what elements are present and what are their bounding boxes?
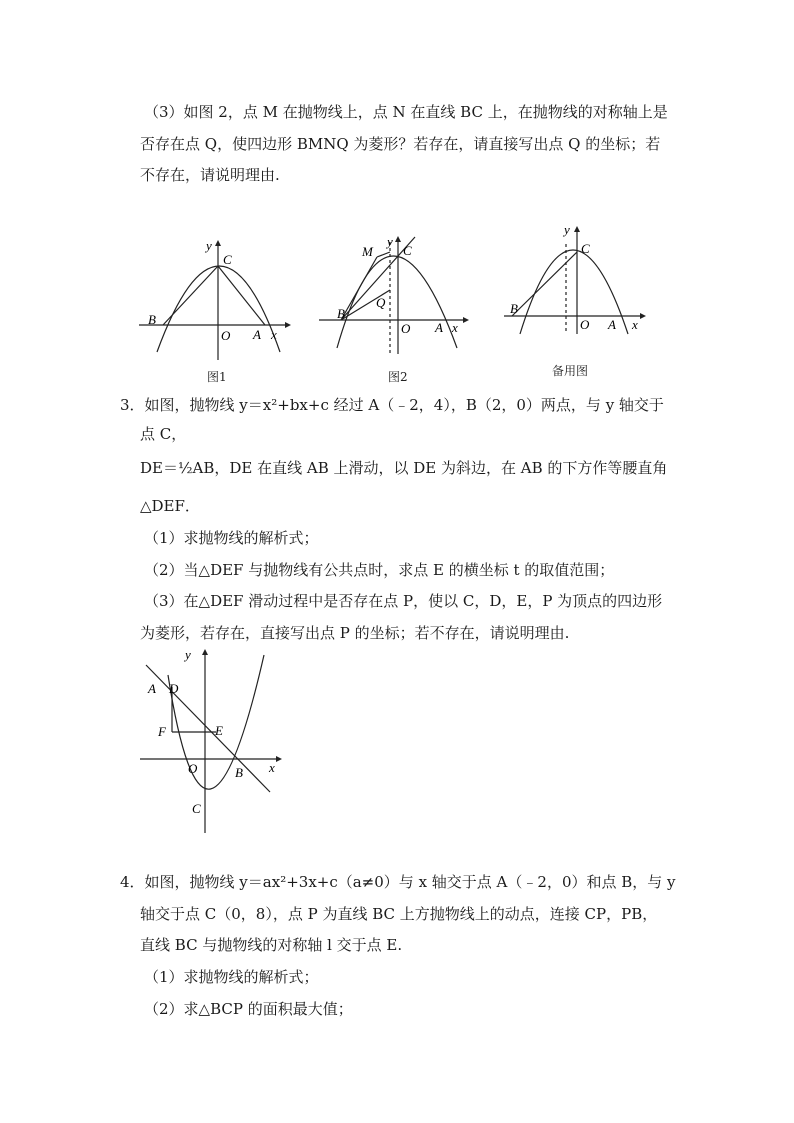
q3-line2: 点 C， <box>140 425 187 443</box>
fig3-b-label: B <box>510 301 518 316</box>
figure-q3-graphic <box>138 645 288 835</box>
fig3-o-label: O <box>580 317 590 332</box>
figure-1-graphic <box>135 232 295 362</box>
q3-line3: DE＝½AB，DE 在直线 AB 上滑动，以 DE 为斜边，在 AB 的下方作等腰直角 <box>140 459 668 477</box>
figure-1 <box>135 232 295 366</box>
q2-part3-line2: 否存在点 Q，使四边形 BMNQ 为菱形？若存在，请直接写出点 Q 的坐标；若 <box>140 135 661 153</box>
fig2-m-label: M <box>362 244 373 259</box>
fig1-b-label: B <box>148 312 156 327</box>
fig1-c-label: C <box>223 252 232 267</box>
figure-q3 <box>138 645 288 839</box>
figq3-b-label: B <box>235 765 243 780</box>
fig3-c-label: C <box>581 241 590 256</box>
figure-3-graphic <box>500 222 660 352</box>
figure-3 <box>500 222 660 356</box>
figq3-y-label: y <box>185 647 191 662</box>
q3-part2: （2）当△DEF 与抛物线有公共点时，求点 E 的横坐标 t 的取值范围； <box>144 561 615 579</box>
fig3-y-label: y <box>564 222 570 237</box>
q4-part2: （2）求△BCP 的面积最大值； <box>144 1000 353 1018</box>
q3-part1: （1）求抛物线的解析式； <box>144 529 319 547</box>
fig1-y-label: y <box>206 238 212 253</box>
fig1-caption: 图1 <box>207 370 227 384</box>
figq3-x-label: x <box>269 760 275 775</box>
fig2-a-label: A <box>435 320 443 335</box>
figure-2 <box>315 232 475 366</box>
figq3-c-label: C <box>192 801 201 816</box>
figq3-a-label: A <box>148 681 156 696</box>
fig2-q-label: Q <box>376 295 386 310</box>
figq3-f-label: F <box>158 724 166 739</box>
fig2-x-label: x <box>452 320 458 335</box>
q3-line1: 3．如图，抛物线 y＝x²+bx+c 经过 A（﹣2，4），B（2，0）两点，与 y 轴交于 <box>120 396 664 414</box>
fig3-a-label: A <box>608 317 616 332</box>
q2-part3-line3: 不存在，请说明理由. <box>140 166 280 184</box>
q4-part1: （1）求抛物线的解析式； <box>144 968 319 986</box>
q4-line3: 直线 BC 与抛物线的对称轴 l 交于点 E. <box>140 936 403 954</box>
q3-part3b: 为菱形，若存在，直接写出点 P 的坐标；若不存在，请说明理由. <box>140 624 570 642</box>
fig2-b-label: B <box>337 306 345 321</box>
q3-line4: △DEF． <box>140 497 200 515</box>
q4-line1: 4．如图，抛物线 y＝ax²+3x+c（a≠0）与 x 轴交于点 A（﹣2，0）和点 B，与 y <box>120 873 676 891</box>
q3-part3a: （3）在△DEF 滑动过程中是否存在点 P，使以 C，D，E，P 为顶点的四边形 <box>144 592 663 610</box>
fig1-x-label: x <box>271 327 277 342</box>
fig2-y-label: y <box>387 234 393 249</box>
fig1-o-label: O <box>221 328 231 343</box>
fig2-caption: 图2 <box>388 370 408 384</box>
q4-line2: 轴交于点 C（0，8），点 P 为直线 BC 上方抛物线上的动点，连接 CP，PB， <box>140 905 658 923</box>
figq3-o-label: O <box>188 761 198 776</box>
fig2-o-label: O <box>401 321 411 336</box>
fig2-c-label: C <box>403 243 412 258</box>
fig3-caption: 备用图 <box>552 364 589 378</box>
figq3-e-label: E <box>215 723 223 738</box>
figq3-d-label: D <box>169 681 179 696</box>
q2-part3-line1: （3）如图 2，点 M 在抛物线上，点 N 在直线 BC 上，在抛物线的对称轴上是 <box>144 103 668 121</box>
fig3-x-label: x <box>632 317 638 332</box>
fig1-a-label: A <box>253 327 261 342</box>
figure-2-graphic <box>315 232 475 362</box>
